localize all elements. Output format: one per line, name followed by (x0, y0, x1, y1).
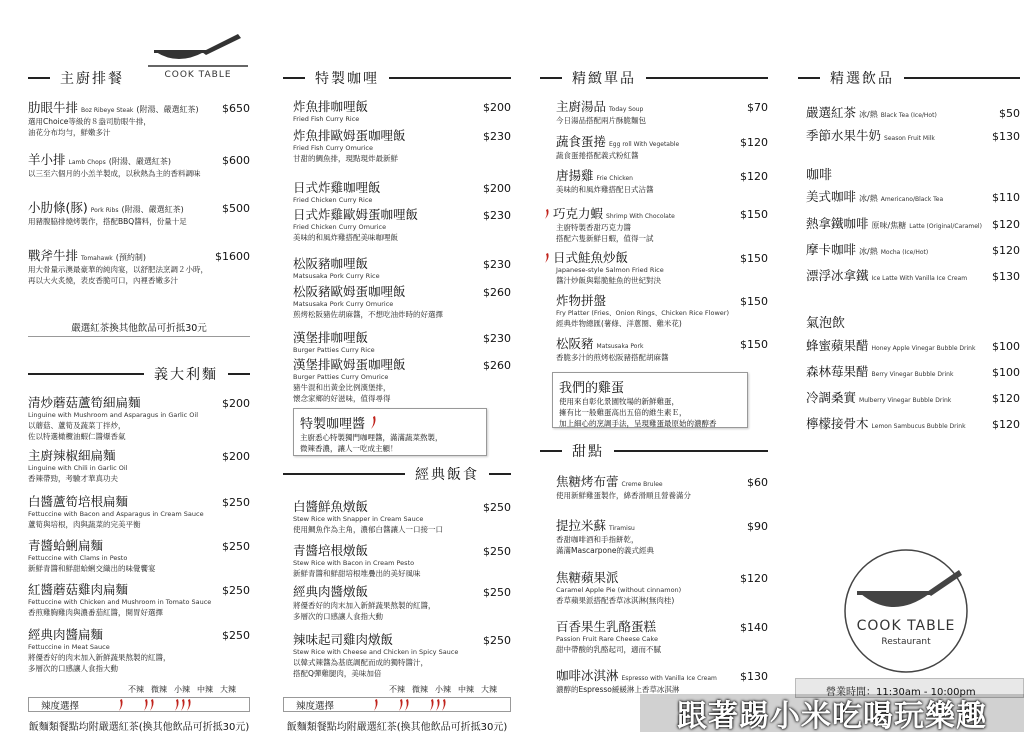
menu-item: 提拉米蘇 Tiramisu $90 香甜咖啡酒和手指餅乾， 滿滿Mascarpone的義式經典 (556, 518, 768, 555)
coffee-heading: 咖啡 (806, 168, 833, 183)
bubble-drinks-heading: 氣泡飲 (806, 316, 846, 331)
menu-item: 咖啡冰淇淋 Espresso with Vanilla Ice Cream $130 濃醇的Espresso緩緩淋上香草冰淇淋 (556, 668, 768, 694)
chili-icon (372, 699, 380, 711)
spice-level-label: 微辣 (151, 685, 167, 694)
logo-text-small: COOK TABLE (164, 70, 232, 80)
opening-hours: 營業時間：11:30am - 10:00pm (795, 678, 1024, 698)
menu-item: 清炒蘑菇蘆筍細扁麵 $200 Linguine with Mushroom and Asparagus in Garlic Oil 以蘑菇、蘆筍及蔬菜丁拌炒， 佐以特選橄欖油蝦仁醬爆香氣 (28, 395, 250, 441)
drink-item: 漂浮冰拿鐵 Ice Latte With Vanilla Ice Cream $130 (806, 268, 1020, 283)
section-head-main (28, 70, 250, 86)
section-title-dessert: 甜點 (572, 444, 604, 460)
drink-item: 美式咖啡 冰/熱 Americano/Black Tea $110 (806, 189, 1020, 204)
drink-item: 森林莓果醋 Berry Vinegar Bubble Drink $100 (806, 364, 1020, 379)
drink-item: 嚴選紅茶 冰/熱 Black Tea (Ice/Hot) $50 (806, 105, 1020, 120)
spice-level-label: 不辣 (389, 685, 405, 694)
chili-icon (397, 699, 411, 711)
drink-item: 熱拿鐵咖啡 原味/焦糖 Latte (Original/Caramel) $120 (806, 216, 1020, 231)
chili-icon (117, 699, 125, 711)
drink-item: 冷調桑實 Mulberry Vinegar Bubble Drink $120 (806, 390, 1020, 405)
section-head-sides (540, 70, 768, 86)
spice-level-label: 大辣 (481, 685, 497, 694)
drink-item: 檸檬接骨木 Lemon Sambucus Bubble Drink $120 (806, 416, 1020, 431)
chili-icon (544, 253, 550, 263)
menu-item: 經典肉醬扁麵 $250 Fettuccine in Meat Sauce 將優香好的肉末加入新鮮蔬果熬製的紅醬， 多層次的口感讓人食指大動 (28, 627, 250, 673)
section-title-rice: 經典飯食 (415, 467, 479, 483)
spice-level-selector (28, 684, 250, 712)
chili-icon (544, 209, 550, 219)
menu-item: 巧克力蝦 Shrimp With Chocolate $150 主廚特製香甜巧克力醬 搭配六隻新鮮日蝦，值得一試 (544, 204, 768, 244)
menu-item: 經典肉醬燉飯 $250 將優香好的肉末加入新鮮蔬果熬製的紅醬， 多層次的口感讓人食指大動 (293, 584, 511, 621)
spice-level-label: 大辣 (220, 685, 236, 694)
divider (28, 336, 250, 337)
menu-item: 唐揚雞 Frie Chicken $120 美味的和風炸雞搭配日式沾醬 (556, 168, 768, 194)
tea-discount-note: 嚴選紅茶換其他飲品可折抵30元 (71, 323, 207, 334)
menu-item: 青醬培根燉飯 $250 Stew Rice with Bacon in Cream Pesto 新鮮青醬和鮮甜培根堆疊出的美好風味 (293, 543, 511, 578)
menu-item: 漢堡排歐姆蛋咖哩飯 $260 Burger Patties Curry Omurice 豬牛混和出黃金比例漢堡排， 懷念家鄉的好滋味，值得尋得 (293, 357, 511, 403)
menu-item: 羊小排 Lamb Chops (附湯、嚴選紅茶) $600 以三至六個月的小羔羊製成，以秋熱為主的香料調味 (28, 152, 250, 178)
menu-item: 松阪豬 Matsusaka Pork $150 香脆多汁的煎烤松阪豬搭配胡麻醬 (556, 336, 768, 362)
curry-sauce-box: 特製咖哩醬 主廚悉心特製獨門咖哩醬，滿滿蔬菜熬製， 微辣香濃，讓人一吃成主顧！ (293, 408, 487, 456)
spice-level-label: 不辣 (128, 685, 144, 694)
menu-item: 辣味起司雞肉燉飯 $250 Stew Rice with Cheese and Chicken in Spicy Sauce 以韓式辣醬為基底調配而成的獨特醬汁， 搭配Q彈雞腿肉，美味加倍 (293, 632, 511, 678)
drink-item: 季節水果牛奶 Season Fruit Milk $130 (806, 128, 1020, 143)
eggs-info-title: 我們的雞蛋 (559, 381, 625, 396)
footer-note: 飯麵類餐點均附嚴選紅茶(換其他飲品可折抵30元) (286, 722, 508, 732)
chili-icon (173, 699, 193, 711)
spice-level-label: 微辣 (412, 685, 428, 694)
chili-icon (369, 416, 378, 429)
spice-select-label: 辣度選擇 (41, 700, 80, 712)
menu-item: 主廚辣椒細扁麵 $200 Linguine with Chili in Garlic Oil 香辣帶勁，考驗才華真功夫 (28, 448, 250, 483)
menu-item: 青醬蛤蜊扁麵 $250 Fettuccine with Clams in Pesto 新鮮青醬和鮮甜蛤蜊交織出的味覺饗宴 (28, 538, 250, 573)
section-title-drinks: 精選飲品 (830, 71, 894, 87)
cook-table-logo-large (843, 548, 969, 674)
section-title-main: 主廚排餐 (60, 71, 124, 87)
menu-item: 漢堡排咖哩飯 $230 Burger Patties Curry Rice (293, 330, 511, 354)
section-head-pasta (28, 366, 250, 382)
logo-text-large: COOK TABLE (856, 618, 956, 634)
section-title-curry: 特製咖哩 (315, 71, 379, 87)
menu-item: 白醬鮮魚燉飯 $250 Stew Rice with Snapper in Cream Sauce 使用鯛魚作為主角，濃郁白醬讓人一口接一口 (293, 499, 511, 534)
chili-icon (428, 699, 448, 711)
menu-item: 百香果生乳酪蛋糕 $140 Passion Fruit Rare Cheese Cake 甜中帶酸的乳酪起司，適而不膩 (556, 619, 768, 654)
menu-item: 日式鮭魚炒飯 $150 Japanese-style Salmon Fried Rice 醬汁炒飯與鬆脆鮭魚的世紀對決 (544, 248, 768, 286)
eggs-info-box: 我們的雞蛋 使用來自彰化景園牧場的新鮮雞蛋， 擁有比一般雞蛋高出五倍的維生素Ｅ， 加上細心的烹調手法，呈現雞蛋最原始的濃醇香 (552, 372, 748, 428)
section-head-drinks (798, 70, 1020, 86)
spice-level-label: 小辣 (435, 685, 451, 694)
menu-item: 焦糖蘋果派 $120 Caramel Apple Pie (without cinnamon) 香草蘋果派搭配香草冰淇淋(無肉桂) (556, 570, 768, 605)
spice-select-label: 辣度選擇 (296, 700, 335, 712)
menu-item: 炸魚排歐姆蛋咖哩飯 $230 Fried Fish Curry Omurice 甘甜的鯛魚排，現點現炸最新鮮 (293, 128, 511, 163)
logo-subtext: Restaurant (881, 637, 931, 647)
menu-item: 炸物拼盤 $150 Fry Platter (Fries、Onion Rings、Chicken Rice Flower) 經典炸物總匯(薯條、洋蔥圈、雞米花) (556, 293, 768, 328)
menu-item: 松阪豬咖哩飯 $230 Matsusaka Pork Curry Rice (293, 256, 511, 280)
spice-level-label: 中辣 (458, 685, 474, 694)
section-title-pasta: 義大利麵 (154, 367, 218, 383)
drink-item: 摩卡咖啡 冰/熱 Mocha (Ice/Hot) $120 (806, 242, 1020, 257)
menu-item: 肋眼牛排 Boz Ribeye Steak (附湯、嚴選紅茶) $650 選用Choice等級的８盎司肋眼牛排， 油花分布均勻，鮮嫩多汁 (28, 100, 250, 137)
menu-item: 焦糖烤布蕾 Creme Brulee $60 使用新鮮雞蛋製作，綿香滑順且營養滿分 (556, 474, 768, 500)
section-head-dessert (540, 443, 768, 459)
spice-level-label: 小辣 (174, 685, 190, 694)
drink-item: 蜂蜜蘋果醋 Honey Apple Vinegar Bubble Drink $100 (806, 338, 1020, 353)
menu-item: 松阪豬歐姆蛋咖哩飯 $260 Matsusaka Pork Curry Omurice 煎烤松阪豬佐胡麻醬，不想吃油炸時的好選擇 (293, 284, 511, 319)
menu-item: 日式炸雞咖哩飯 $200 Fried Chicken Curry Rice (293, 180, 511, 204)
menu-item: 日式炸雞歐姆蛋咖哩飯 $230 Fried Chicken Curry Omurice 美味的和風炸雞搭配美味咖哩飯 (293, 207, 511, 242)
spice-level-label: 中辣 (197, 685, 213, 694)
section-title-sides: 精緻單品 (572, 71, 636, 87)
menu-item: 蔬食蛋捲 Egg roll With Vegetable $120 蔬食蛋捲搭配義式粉紅醬 (556, 134, 768, 160)
section-head-curry (283, 70, 511, 86)
menu-item: 主廚湯品 Today Soup $70 今日湯品搭配兩片酥脆麵包 (556, 99, 768, 125)
menu-item: 小肋條(豚) Pork Ribs (附湯、嚴選紅茶) $500 用豬腹脇排燒烤製作，搭配BBQ醬料，份量十足 (28, 200, 250, 226)
menu-item: 戰斧牛排 Tomahawk (預約制) $1600 用大骨量示澳最豪華的純肉宴，以舒肥法烹調２小時， 再以大火炙燒，表皮香脆可口，內裡香嫩多汁 (28, 248, 250, 285)
menu-item: 紅醬蘑菇雞肉扁麵 $250 Fettuccine with Chicken and Mushroom in Tomato Sauce 香煎雞胸雞肉與濃番茄紅醬，開胃好選擇 (28, 582, 250, 617)
chili-icon (142, 699, 156, 711)
section-head-rice (283, 466, 511, 482)
footer-note: 飯麵類餐點均附嚴選紅茶(換其他飲品可折抵30元) (28, 722, 250, 732)
menu-item: 炸魚排咖哩飯 $200 Fried Fish Curry Rice (293, 99, 511, 123)
curry-sauce-title: 特製咖哩醬 (300, 417, 366, 432)
menu-item: 白醬蘆筍培根扁麵 $250 Fettuccine with Bacon and Asparagus in Cream Sauce 蘆筍與培根，肉與蔬菜的完美平衡 (28, 494, 250, 529)
spice-level-selector (283, 684, 511, 712)
watermark-text: 跟著踢小米吃喝玩樂趣 (640, 694, 1024, 732)
